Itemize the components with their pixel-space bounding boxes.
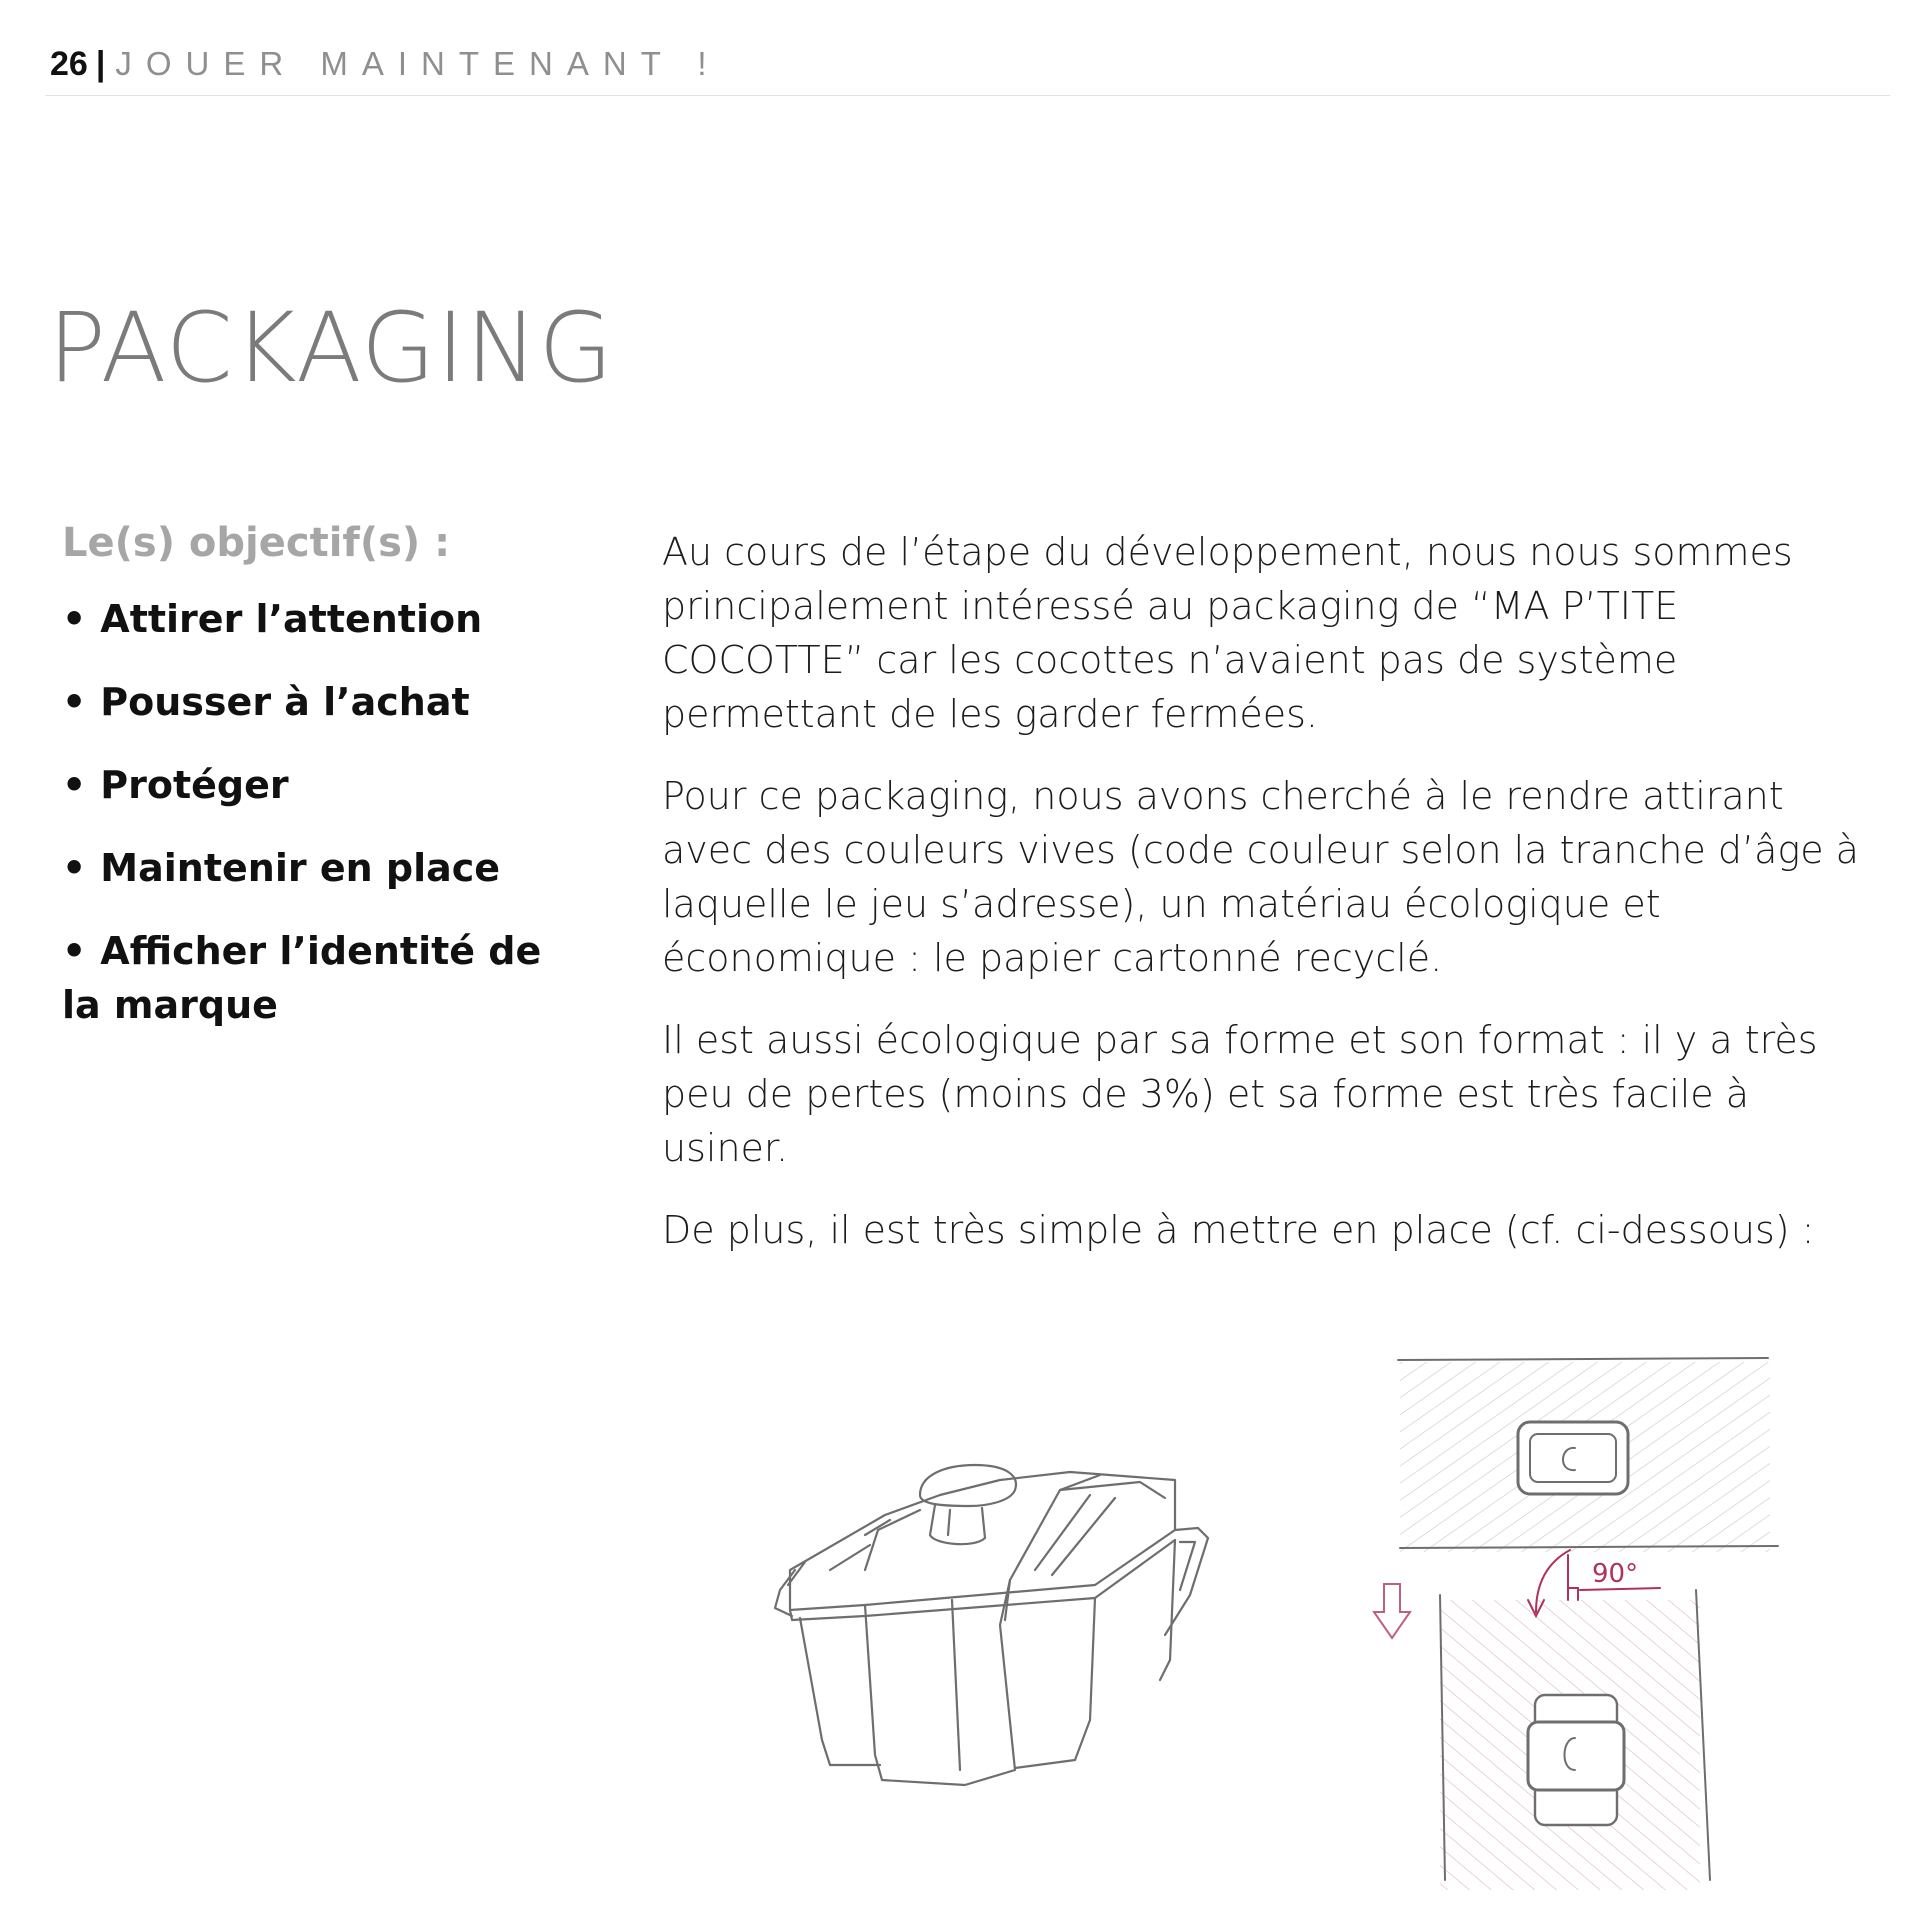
objectives-heading: Le(s) objectif(s) : (62, 520, 451, 566)
cocotte-sketch (770, 1420, 1230, 1800)
header-separator: | (95, 44, 106, 83)
mounting-diagram (1370, 1350, 1790, 1890)
body-text (662, 525, 1880, 1285)
objective-text: Attirer l’attention (100, 597, 483, 641)
list-item (62, 592, 582, 646)
bullet-icon: • (62, 929, 87, 973)
objective-text: Maintenir en place (100, 846, 501, 890)
body-paragraph: Il est aussi écologique par sa forme et son format : il y a très peu de pertes (moins de 3%) et sa forme est très facile à usiner. (662, 1018, 1818, 1170)
body-paragraph: Au cours de l’étape du développement, nous nous sommes principalement intéressé au packaging de “MA P’TITE COCOTTE” car les cocottes n’avaient pas de système permettant de les garder fermées. (662, 530, 1793, 736)
body-paragraph: De plus, il est très simple à mettre en place (cf. ci-dessous) : (662, 1208, 1815, 1252)
objectives-section (62, 520, 582, 1061)
objectives-list (62, 592, 582, 1032)
header-divider (45, 95, 1890, 96)
arrow-down-icon (1374, 1584, 1410, 1638)
list-item (62, 675, 582, 729)
running-header (50, 44, 721, 84)
objective-text: Afficher l’identité de la marque (62, 929, 542, 1027)
page-number: 26 (50, 44, 88, 83)
objective-text: Protéger (100, 763, 289, 807)
objective-text: Pousser à l’achat (100, 680, 470, 724)
angle-label: 90° (1592, 1559, 1639, 1589)
bullet-icon: • (62, 597, 87, 641)
page-title: PACKAGING (48, 292, 614, 404)
bullet-icon: • (62, 763, 87, 807)
list-item (62, 924, 582, 1032)
list-item (62, 841, 582, 895)
running-title: JOUER MAINTENANT ! (115, 45, 721, 82)
body-paragraph: Pour ce packaging, nous avons cherché à le rendre attirant avec des couleurs vives (code couleur selon la tranche d’âge à laquelle le jeu s’adresse), un matériau écologique et économique : le papier cartonné recyclé. (662, 774, 1859, 980)
bullet-icon: • (62, 846, 87, 890)
bullet-icon: • (62, 680, 87, 724)
list-item (62, 758, 582, 812)
